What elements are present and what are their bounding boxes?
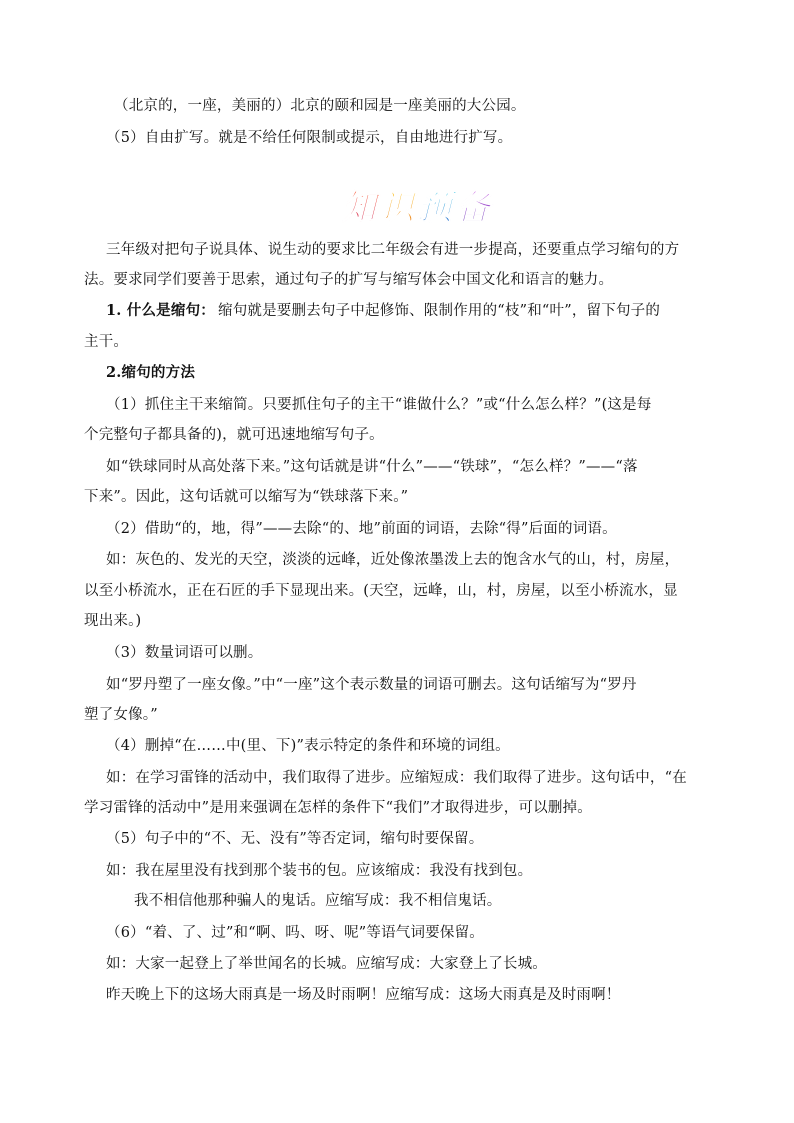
text-line: 我不相信他那种骗人的鬼话。应缩写成：我不相信鬼话。: [134, 893, 502, 909]
section-banner-knowledge-prep: [340, 184, 498, 230]
text-line: （4）删掉“在……中(里、下)”表示特定的条件和环境的词组。: [106, 738, 510, 754]
banner-char: 预: [418, 188, 452, 228]
method-heading: 2.缩句的方法: [106, 364, 196, 381]
text-line: （6）“着、了、过”和“啊、吗、呀、呢”等语气词要保留。: [106, 925, 484, 941]
banner-char: 备: [456, 188, 490, 228]
banner-char: 知: [342, 188, 376, 228]
text-line: （2）借助“的，地，得”——去除“的、地”前面的词语，去除“得”后面的词语。: [106, 521, 617, 537]
text-line: 如：我在屋里没有找到那个装书的包。应该缩成：我没有找到包。: [106, 863, 533, 879]
text-line: （5）句子中的“不、无、没有”等否定词，缩句时要保留。: [106, 831, 484, 847]
banner-art: [340, 184, 498, 230]
text-line: 塑了女像。”: [84, 707, 158, 723]
text-line: 昨天晚上下的这场大雨真是一场及时雨啊！应缩写成：这场大雨真是及时雨啊！: [106, 987, 621, 1003]
text-line: 如“铁球同时从高处落下来。”这句话就是讲“什么”——“铁球”，“怎么样？”——“落: [106, 459, 638, 475]
text-line: （1）抓住主干来缩简。只要抓住句子的主干“谁做什么？”或“什么怎么样？”(这是每: [106, 397, 652, 413]
text-line: （北京的，一座，美丽的）北京的颐和园是一座美丽的大公园。: [114, 98, 526, 114]
text-line: 学习雷锋的活动中”是用来强调在怎样的条件下“我们”才取得进步，可以删掉。: [84, 800, 592, 816]
text-line: 如：大家一起登上了举世闻名的长城。应缩写成：大家登上了长城。: [106, 956, 547, 972]
text-line: 三年级对把句子说具体、说生动的要求比二年级会有进一步提高，还要重点学习缩句的方: [106, 242, 680, 258]
text-line: 下来”。因此，这句话就可以缩写为“铁球落下来。”: [84, 489, 409, 505]
text-line: 缩句就是要删去句子中起修饰、限制作用的“枝”和“叶”，留下句子的: [218, 303, 661, 319]
text-line: 法。要求同学们要善于思索，通过句子的扩写与缩写体会中国文化和语言的魅力。: [84, 272, 614, 288]
text-line: （3）数量词语可以删。: [106, 645, 263, 661]
text-line: 以至小桥流水，正在石匠的手下显现出来。(天空，远峰，山，村，房屋，以至小桥流水，显: [84, 583, 678, 599]
banner-char: 识: [380, 188, 414, 228]
text-line: 个完整句子都具备的)，就可迅速地缩写句子。: [84, 427, 384, 443]
text-line: 主干。: [84, 334, 129, 350]
text-line: 现出来。): [84, 613, 142, 629]
definition-heading: 1. 什么是缩句：: [106, 302, 215, 319]
text-line: 如：在学习雷锋的活动中，我们取得了进步。应缩短成：我们取得了进步。这句话中，“在: [106, 770, 687, 786]
text-line: 如“罗丹塑了一座女像。”中“一座”这个表示数量的词语可删去。这句话缩写为“罗丹: [106, 677, 637, 693]
text-line: 如：灰色的、发光的天空，淡淡的远峰，近处像浓墨泼上去的饱含水气的山，村，房屋，: [106, 552, 680, 568]
text-line: （5）自由扩写。就是不给任何限制或提示，自由地进行扩写。: [106, 130, 513, 146]
